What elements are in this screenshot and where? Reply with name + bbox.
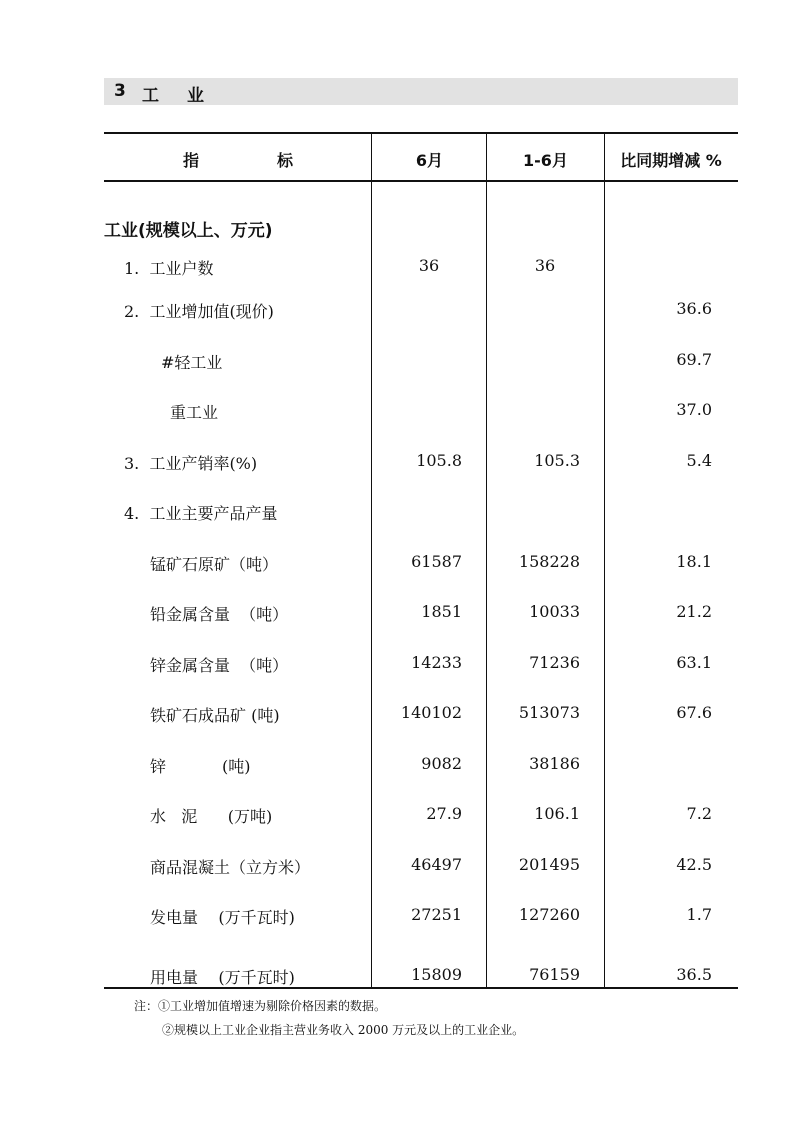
cell-yoy: 7.2 [686,804,712,823]
cell-ytd: 105.3 [534,451,580,470]
section-header [104,78,738,105]
cell-ytd: 127260 [518,905,580,924]
table-top-rule [104,132,738,134]
cell-yoy: 36.5 [676,965,712,984]
cell-yoy: 69.7 [676,350,712,369]
table-row [104,804,738,828]
cell-ytd: 71236 [529,653,580,672]
table-row [104,703,738,727]
table-row [104,855,738,879]
section-number: 3 [114,81,126,101]
cell-month: 36 [418,256,440,275]
table-row [104,299,738,323]
cell-ytd: 76159 [529,965,580,984]
row-label: 铁矿石成品矿 (吨) [150,706,280,725]
cell-month: 1851 [421,602,462,621]
table-row [104,501,738,525]
cell-ytd: 106.1 [534,804,580,823]
cell-yoy: 5.4 [686,451,712,470]
table-row [104,754,738,778]
row-label: 商品混凝土（立方米） [150,858,311,877]
cell-ytd: 158228 [518,552,580,571]
cell-month: 14233 [411,653,462,672]
row-label: 发电量 (万千瓦时) [150,908,295,927]
cell-yoy: 42.5 [676,855,712,874]
row-label: 锌 (吨) [150,757,251,776]
cell-month: 61587 [411,552,462,571]
cell-yoy: 21.2 [676,602,712,621]
header-ytd: 1-6月 [523,151,568,170]
table-row [104,350,738,374]
cell-month: 27.9 [426,804,462,823]
cell-yoy: 63.1 [676,653,712,672]
table-row [104,965,738,989]
footnote-1: 注：①工业增加值增速为剔除价格因素的数据。 [134,999,387,1013]
section-title: 工业 [142,86,232,106]
header-yoy: 比同期增减 % [620,151,722,170]
cell-yoy: 36.6 [676,299,712,318]
cell-yoy: 37.0 [676,400,712,419]
row-label: 3. 工业产销率(%) [124,454,258,473]
cell-yoy: 67.6 [676,703,712,722]
cell-month: 9082 [421,754,462,773]
row-label: 铅金属含量 （吨） [150,605,289,624]
table-row [104,256,738,280]
cell-yoy: 1.7 [686,905,712,924]
cell-month: 27251 [411,905,462,924]
row-label: 水 泥 (万吨) [150,807,273,826]
footnote-2: ②规模以上工业企业指主营业务收入 2000 万元及以上的工业企业。 [162,1023,525,1037]
cell-ytd: 513073 [518,703,580,722]
table-row [104,552,738,576]
table-row [104,602,738,626]
cell-ytd: 10033 [529,602,580,621]
header-indicator: 指标 [182,151,371,170]
table-row [104,653,738,677]
row-label: 锰矿石原矿（吨） [150,555,279,574]
table-row [104,400,738,424]
row-label: 4. 工业主要产品产量 [124,504,278,523]
row-label: 用电量 (万千瓦时) [150,968,295,987]
row-label: 锌金属含量 （吨） [150,656,289,675]
table-row [104,905,738,929]
cell-yoy: 18.1 [676,552,712,571]
cell-month: 140102 [400,703,462,722]
row-label: 2. 工业增加值(现价) [124,302,274,321]
cell-month: 15809 [411,965,462,984]
cell-month: 46497 [411,855,462,874]
row-label: #轻工业 [161,353,223,372]
row-label: 1. 工业户数 [124,259,214,278]
category-label: 工业(规模以上、万元) [104,221,273,241]
cell-ytd: 36 [534,256,556,275]
cell-ytd: 38186 [529,754,580,773]
table-row [104,451,738,475]
cell-month: 105.8 [416,451,462,470]
header-month: 6月 [415,151,444,170]
cell-ytd: 201495 [518,855,580,874]
header-bottom-rule [104,180,738,182]
row-label: 重工业 [170,403,219,422]
